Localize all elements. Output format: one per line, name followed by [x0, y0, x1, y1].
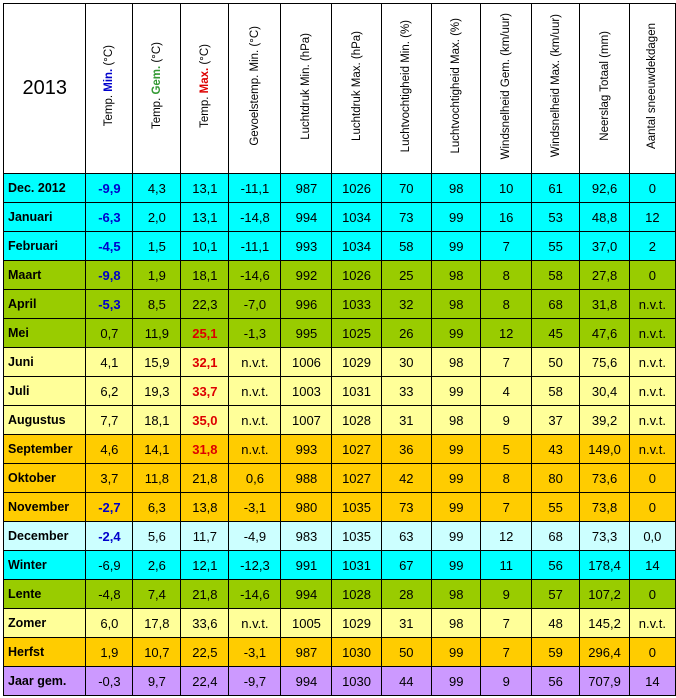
row-label: Januari [4, 203, 86, 232]
table-cell: -0,3 [86, 667, 133, 696]
table-cell: 53 [531, 203, 580, 232]
table-cell: 3,7 [86, 464, 133, 493]
table-cell: 48 [531, 609, 580, 638]
table-cell: n.v.t. [229, 377, 281, 406]
row-label: Juni [4, 348, 86, 377]
table-cell: 1029 [332, 609, 381, 638]
table-cell: 31 [381, 406, 431, 435]
table-cell: 1025 [332, 319, 381, 348]
table-cell: 30,4 [580, 377, 629, 406]
table-cell: 7 [481, 348, 531, 377]
table-cell: 993 [281, 232, 332, 261]
table-cell: 7,4 [133, 580, 181, 609]
table-row [4, 232, 676, 261]
table-row [4, 522, 676, 551]
table-cell: 11,8 [133, 464, 181, 493]
table-cell: 22,3 [181, 290, 229, 319]
table-cell: 5 [481, 435, 531, 464]
table-cell: 15,9 [133, 348, 181, 377]
table-cell: 1,9 [133, 261, 181, 290]
table-cell: 0,6 [229, 464, 281, 493]
table-cell: 1030 [332, 667, 381, 696]
table-cell: 99 [432, 638, 481, 667]
row-label: Mei [4, 319, 86, 348]
table-cell: -4,5 [86, 232, 133, 261]
table-cell: 1031 [332, 377, 381, 406]
table-cell: 43 [531, 435, 580, 464]
table-cell: n.v.t. [629, 319, 675, 348]
table-cell: 56 [531, 667, 580, 696]
table-cell: 0,7 [86, 319, 133, 348]
table-cell: 1035 [332, 493, 381, 522]
column-header [629, 4, 675, 174]
table-cell: 75,6 [580, 348, 629, 377]
column-header [481, 4, 531, 174]
table-cell: 980 [281, 493, 332, 522]
table-row [4, 348, 676, 377]
table-cell: 1026 [332, 174, 381, 203]
table-cell: 73 [381, 203, 431, 232]
table-cell: 68 [531, 522, 580, 551]
table-cell: 983 [281, 522, 332, 551]
table-cell: 73,6 [580, 464, 629, 493]
table-cell: 98 [432, 348, 481, 377]
table-row [4, 551, 676, 580]
table-cell: -14,6 [229, 580, 281, 609]
table-cell: 1007 [281, 406, 332, 435]
table-cell: 73,8 [580, 493, 629, 522]
row-label: April [4, 290, 86, 319]
table-cell: 98 [432, 609, 481, 638]
table-cell: n.v.t. [229, 406, 281, 435]
table-cell: 8 [481, 290, 531, 319]
table-cell: 994 [281, 580, 332, 609]
table-cell: -14,8 [229, 203, 281, 232]
table-cell: -9,7 [229, 667, 281, 696]
table-cell: 1030 [332, 638, 381, 667]
table-row [4, 406, 676, 435]
table-cell: 99 [432, 464, 481, 493]
table-cell: 2,6 [133, 551, 181, 580]
table-row [4, 261, 676, 290]
table-cell: 9,7 [133, 667, 181, 696]
column-header-label: Aantal sneeuwdekdagen [646, 23, 659, 149]
table-cell: 32 [381, 290, 431, 319]
column-header-label: Windsnelheid Gem. (km/uur) [500, 12, 513, 160]
table-cell: 1035 [332, 522, 381, 551]
table-cell: 1027 [332, 464, 381, 493]
table-cell: 994 [281, 203, 332, 232]
table-cell: 31,8 [580, 290, 629, 319]
table-row [4, 464, 676, 493]
table-cell: 26 [381, 319, 431, 348]
row-label: November [4, 493, 86, 522]
table-cell: n.v.t. [629, 348, 675, 377]
table-cell: 0,0 [629, 522, 675, 551]
table-cell: -3,1 [229, 493, 281, 522]
table-cell: -5,3 [86, 290, 133, 319]
table-cell: 73 [381, 493, 431, 522]
table-cell: 22,5 [181, 638, 229, 667]
table-cell: 7,7 [86, 406, 133, 435]
table-cell: 31,8 [181, 435, 229, 464]
table-cell: 13,1 [181, 203, 229, 232]
table-cell: 178,4 [580, 551, 629, 580]
table-row [4, 377, 676, 406]
column-header [229, 4, 281, 174]
table-cell: 32,1 [181, 348, 229, 377]
table-cell: 1005 [281, 609, 332, 638]
table-cell: 1,5 [133, 232, 181, 261]
table-cell: 44 [381, 667, 431, 696]
table-cell: 31 [381, 609, 431, 638]
column-header [381, 4, 431, 174]
table-cell: 0 [629, 493, 675, 522]
table-cell: 8 [481, 261, 531, 290]
column-header [531, 4, 580, 174]
table-cell: 99 [432, 377, 481, 406]
table-cell: n.v.t. [229, 435, 281, 464]
table-cell: 80 [531, 464, 580, 493]
table-cell: 1006 [281, 348, 332, 377]
table-cell: 1033 [332, 290, 381, 319]
table-cell: 11 [481, 551, 531, 580]
table-cell: 7 [481, 638, 531, 667]
table-cell: 10,7 [133, 638, 181, 667]
table-row [4, 493, 676, 522]
table-cell: -4,8 [86, 580, 133, 609]
table-cell: 107,2 [580, 580, 629, 609]
table-cell: 1,9 [86, 638, 133, 667]
table-cell: -4,9 [229, 522, 281, 551]
table-cell: n.v.t. [629, 406, 675, 435]
table-cell: 73,3 [580, 522, 629, 551]
table-row [4, 580, 676, 609]
table-cell: 30 [381, 348, 431, 377]
table-cell: 993 [281, 435, 332, 464]
table-cell: 68 [531, 290, 580, 319]
table-cell: 14,1 [133, 435, 181, 464]
table-cell: 1028 [332, 580, 381, 609]
table-cell: 707,9 [580, 667, 629, 696]
table-cell: 28 [381, 580, 431, 609]
table-cell: 99 [432, 522, 481, 551]
table-cell: 98 [432, 174, 481, 203]
row-label: Februari [4, 232, 86, 261]
column-header [133, 4, 181, 174]
row-label: Dec. 2012 [4, 174, 86, 203]
column-header [281, 4, 332, 174]
table-cell: 98 [432, 261, 481, 290]
table-cell: -14,6 [229, 261, 281, 290]
table-cell: 2 [629, 232, 675, 261]
column-header-label: Windsnelheid Max. (km/uur) [549, 14, 562, 158]
table-cell: 1028 [332, 406, 381, 435]
table-cell: 0 [629, 261, 675, 290]
table-cell: 0 [629, 638, 675, 667]
table-cell: -6,9 [86, 551, 133, 580]
table-cell: 987 [281, 174, 332, 203]
column-header-label: Temp. Gem. (°C) [150, 42, 163, 130]
table-cell: 8,5 [133, 290, 181, 319]
table-cell: n.v.t. [629, 609, 675, 638]
table-cell: 33,6 [181, 609, 229, 638]
table-cell: 12 [481, 522, 531, 551]
table-cell: 994 [281, 667, 332, 696]
row-label: Zomer [4, 609, 86, 638]
table-cell: 36 [381, 435, 431, 464]
table-row [4, 435, 676, 464]
table-cell: 50 [531, 348, 580, 377]
table-cell: 37 [531, 406, 580, 435]
table-cell: 7 [481, 493, 531, 522]
table-cell: 11,9 [133, 319, 181, 348]
table-cell: 98 [432, 406, 481, 435]
table-cell: -2,4 [86, 522, 133, 551]
table-cell: n.v.t. [629, 377, 675, 406]
table-cell: 35,0 [181, 406, 229, 435]
table-cell: 1003 [281, 377, 332, 406]
table-cell: n.v.t. [629, 435, 675, 464]
row-label: Maart [4, 261, 86, 290]
table-cell: 1034 [332, 203, 381, 232]
table-cell: 7 [481, 232, 531, 261]
table-cell: -11,1 [229, 232, 281, 261]
table-cell: 98 [432, 580, 481, 609]
table-cell: -12,3 [229, 551, 281, 580]
table-cell: 9 [481, 667, 531, 696]
table-cell: n.v.t. [229, 609, 281, 638]
table-cell: 16 [481, 203, 531, 232]
table-cell: 21,8 [181, 464, 229, 493]
table-cell: 6,2 [86, 377, 133, 406]
table-cell: 25,1 [181, 319, 229, 348]
table-body [4, 174, 676, 696]
table-cell: 67 [381, 551, 431, 580]
table-cell: 92,6 [580, 174, 629, 203]
table-row [4, 319, 676, 348]
table-cell: 21,8 [181, 580, 229, 609]
table-cell: 55 [531, 493, 580, 522]
row-label: Lente [4, 580, 86, 609]
table-cell: 14 [629, 667, 675, 696]
table-cell: 10,1 [181, 232, 229, 261]
table-cell: 48,8 [580, 203, 629, 232]
column-header-label: Luchtvochtigheid Max. (%) [450, 18, 463, 154]
table-cell: 17,8 [133, 609, 181, 638]
table-row [4, 638, 676, 667]
table-cell: 70 [381, 174, 431, 203]
row-label: Oktober [4, 464, 86, 493]
table-cell: 0 [629, 580, 675, 609]
table-cell: 42 [381, 464, 431, 493]
row-label: December [4, 522, 86, 551]
table-cell: 145,2 [580, 609, 629, 638]
table-cell: 13,1 [181, 174, 229, 203]
table-cell: 6,3 [133, 493, 181, 522]
table-cell: 33,7 [181, 377, 229, 406]
row-label: Augustus [4, 406, 86, 435]
table-cell: 10 [481, 174, 531, 203]
table-cell: 99 [432, 551, 481, 580]
column-header [332, 4, 381, 174]
table-cell: 987 [281, 638, 332, 667]
table-row [4, 667, 676, 696]
table-cell: n.v.t. [629, 290, 675, 319]
table-cell: 4,3 [133, 174, 181, 203]
year-label: 2013 [4, 4, 86, 174]
table-cell: 992 [281, 261, 332, 290]
column-header-label: Temp. Min. (°C) [103, 45, 116, 127]
column-header [580, 4, 629, 174]
table-cell: 99 [432, 319, 481, 348]
table-cell: 18,1 [133, 406, 181, 435]
table-cell: 0 [629, 464, 675, 493]
row-label: Juli [4, 377, 86, 406]
table-cell: 296,4 [580, 638, 629, 667]
table-cell: -1,3 [229, 319, 281, 348]
row-label: September [4, 435, 86, 464]
weather-table [3, 3, 676, 696]
table-cell: 50 [381, 638, 431, 667]
table-cell: 59 [531, 638, 580, 667]
table-cell: 99 [432, 203, 481, 232]
table-cell: n.v.t. [229, 348, 281, 377]
table-cell: 19,3 [133, 377, 181, 406]
table-cell: 13,8 [181, 493, 229, 522]
table-cell: 57 [531, 580, 580, 609]
table-cell: 33 [381, 377, 431, 406]
table-cell: 22,4 [181, 667, 229, 696]
table-cell: 995 [281, 319, 332, 348]
row-label: Herfst [4, 638, 86, 667]
table-cell: -9,9 [86, 174, 133, 203]
column-header-label: Luchtdruk Min. (hPa) [300, 32, 313, 140]
table-cell: 1027 [332, 435, 381, 464]
table-cell: 58 [381, 232, 431, 261]
table-row [4, 174, 676, 203]
table-cell: 56 [531, 551, 580, 580]
table-cell: 99 [432, 493, 481, 522]
table-cell: 14 [629, 551, 675, 580]
table-cell: 12 [481, 319, 531, 348]
row-label: Jaar gem. [4, 667, 86, 696]
table-cell: 63 [381, 522, 431, 551]
table-cell: 1034 [332, 232, 381, 261]
table-cell: 27,8 [580, 261, 629, 290]
column-header-label: Luchtdruk Max. (hPa) [350, 31, 363, 141]
table-cell: 12,1 [181, 551, 229, 580]
table-cell: 99 [432, 435, 481, 464]
table-cell: 5,6 [133, 522, 181, 551]
column-header-label: Neerslag Totaal (mm) [598, 31, 611, 141]
table-cell: 9 [481, 406, 531, 435]
table-cell: 99 [432, 232, 481, 261]
column-header-label: Gevoelstemp. Min. (°C) [248, 26, 261, 146]
table-cell: 37,0 [580, 232, 629, 261]
column-header [432, 4, 481, 174]
table-cell: -3,1 [229, 638, 281, 667]
table-cell: 58 [531, 377, 580, 406]
header-row [4, 4, 676, 174]
table-cell: 149,0 [580, 435, 629, 464]
table-cell: 11,7 [181, 522, 229, 551]
table-cell: 1031 [332, 551, 381, 580]
table-cell: 8 [481, 464, 531, 493]
table-cell: 4,1 [86, 348, 133, 377]
table-cell: 47,6 [580, 319, 629, 348]
table-cell: 4,6 [86, 435, 133, 464]
table-row [4, 290, 676, 319]
table-cell: 9 [481, 580, 531, 609]
table-cell: 1029 [332, 348, 381, 377]
table-cell: 6,0 [86, 609, 133, 638]
column-header-label: Temp. Max. (°C) [198, 44, 211, 128]
table-cell: 996 [281, 290, 332, 319]
table-cell: 988 [281, 464, 332, 493]
table-cell: 98 [432, 290, 481, 319]
table-cell: 55 [531, 232, 580, 261]
row-label: Winter [4, 551, 86, 580]
table-row [4, 203, 676, 232]
table-row [4, 609, 676, 638]
table-cell: 45 [531, 319, 580, 348]
table-cell: 99 [432, 667, 481, 696]
table-cell: -7,0 [229, 290, 281, 319]
column-header [86, 4, 133, 174]
table-cell: -2,7 [86, 493, 133, 522]
table-cell: 39,2 [580, 406, 629, 435]
table-cell: 7 [481, 609, 531, 638]
column-header [181, 4, 229, 174]
column-header-label: Luchtvochtigheid Min. (%) [400, 19, 413, 153]
table-cell: 991 [281, 551, 332, 580]
table-cell: -11,1 [229, 174, 281, 203]
table-cell: 4 [481, 377, 531, 406]
table-cell: 58 [531, 261, 580, 290]
table-cell: 61 [531, 174, 580, 203]
table-cell: -9,8 [86, 261, 133, 290]
table-cell: 12 [629, 203, 675, 232]
table-cell: 18,1 [181, 261, 229, 290]
table-cell: 1026 [332, 261, 381, 290]
table-cell: 2,0 [133, 203, 181, 232]
table-cell: 25 [381, 261, 431, 290]
table-cell: -6,3 [86, 203, 133, 232]
table-cell: 0 [629, 174, 675, 203]
